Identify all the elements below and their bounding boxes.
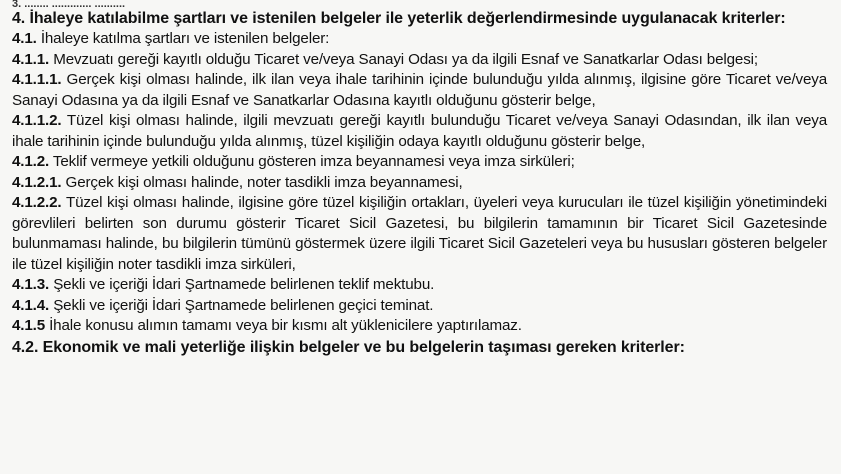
- section-4-heading: [12, 8, 827, 29]
- section-number: 4.2.: [12, 338, 39, 356]
- section-text: İhaleye katılabilme şartları ve istenilen belgeler ile yeterlik değerlendirmesinde uygulanacak kriterler:: [29, 10, 786, 27]
- section-number: 4.1.2.2.: [12, 194, 62, 211]
- section-text: İhale konusu alımın tamamı veya bir kısmı alt yüklenicilere yaptırılamaz.: [49, 317, 522, 334]
- section-number: 4.1.2.1.: [12, 173, 62, 191]
- cut-off-top-line: 3. ........ ............. ..........: [12, 0, 126, 8]
- section-number: 4.1.3.: [12, 276, 50, 293]
- section-number: 4.1.2.: [12, 153, 50, 170]
- section-4-2-heading: [12, 337, 827, 358]
- section-number: 4.1.1.2.: [12, 112, 62, 129]
- section-text: Mevzuatı gereği kayıtlı olduğu Ticaret ve/veya Sanayi Odası ya da ilgili Esnaf ve Sanatkarlar Odası belgesi;: [53, 50, 758, 68]
- section-number: 4.1.4.: [12, 296, 50, 314]
- section-text: Teklif vermeye yetkili olduğunu gösteren imza beyannamesi veya imza sirküleri;: [52, 153, 575, 170]
- section-text: Gerçek kişi olması halinde, ilk ilan veya ihale tarihinin içinde bulunduğu yılda alınmış, ilgisine göre Ticaret ve/veya Sanayi Odasına ya da ilgili Esnaf ve Sanatkarlar Odasına kayıtlı olduğunu gösterir belge,: [12, 71, 827, 109]
- section-number: 4.1.1.1.: [12, 71, 62, 88]
- section-text: Şekli ve içeriği İdari Şartnamede belirlenen geçici teminat.: [53, 296, 434, 314]
- section-text: Tüzel kişi olması halinde, ilgili mevzuatı gereği kayıtlı bulunduğu Ticaret ve/veya Sanayi Odasından, ilk ilan veya ihale tarihinin içinde bulunduğu yılda alınmış, tüzel kişiliğin odaya kayıtlı olduğunu gösterir belge,: [12, 112, 827, 150]
- section-4-1-2-1: [12, 173, 827, 194]
- section-4-1-2: [12, 152, 827, 173]
- section-4-1-5: [12, 316, 827, 337]
- section-4-1: [12, 29, 827, 50]
- section-text: Tüzel kişi olması halinde, ilgisine göre tüzel kişiliğin ortakları, üyeleri veya kurucuları ile tüzel kişiliğin yönetimindeki görevlileri belirten son durumu gösterir Ticaret Sicil Gazetesi, bu bilgilerin tamamının bir Ticaret Sicil Gazetesinde bulunmaması halinde, bu bilgilerin tümünü göstermek üzere ilgili Ticaret Sicil Gazeteleri veya bu hususları gösteren belgeler ile tüzel kişiliğin noter tasdikli imza sirküleri,: [12, 194, 827, 273]
- section-text: Gerçek kişi olması halinde, noter tasdikli imza beyannamesi,: [65, 173, 463, 191]
- section-4-1-1-2: [12, 111, 827, 152]
- section-4-1-2-2: [12, 193, 827, 275]
- section-text: Ekonomik ve mali yeterliğe ilişkin belgeler ve bu belgelerin taşıması gereken kriterler:: [42, 338, 685, 356]
- section-4-1-3: [12, 275, 827, 296]
- section-4-1-1-1: [12, 70, 827, 111]
- section-number: 4.1.1.: [12, 50, 50, 68]
- section-number: 4.1.: [12, 30, 37, 47]
- section-text: İhaleye katılma şartları ve istenilen belgeler:: [40, 30, 330, 47]
- section-number: 4.: [12, 10, 26, 27]
- section-4-1-1: [12, 50, 827, 71]
- section-4-1-4: [12, 296, 827, 317]
- section-text: Şekli ve içeriği İdari Şartnamede belirlenen teklif mektubu.: [53, 276, 435, 293]
- section-number: 4.1.5: [12, 317, 46, 334]
